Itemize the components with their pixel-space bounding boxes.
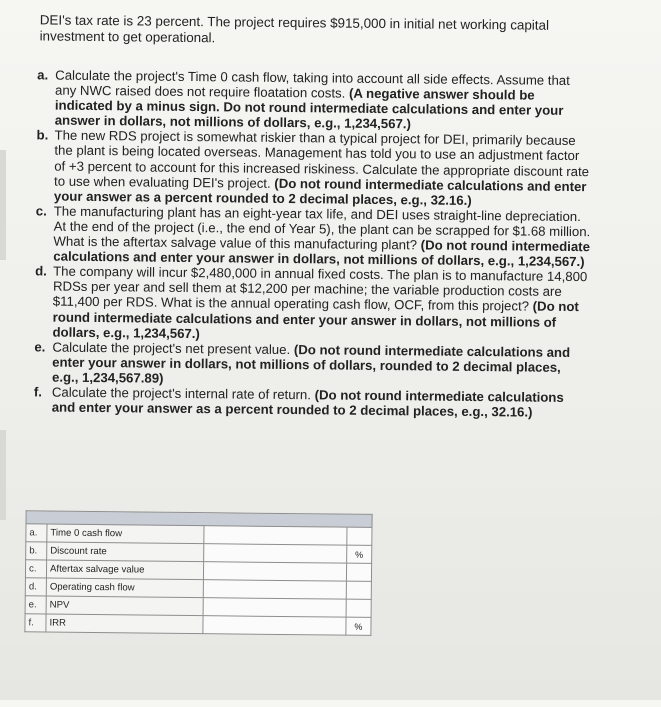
row-label: NPV xyxy=(46,596,203,616)
row-letter: c. xyxy=(25,560,46,578)
question-label: c. xyxy=(35,203,47,219)
question-instructions: (Do not round intermediate calculations and enter your answer in dollars, not millions of dollars, rounded to 2 decimal places, e.g., 1,234,567.89) xyxy=(51,341,571,386)
intro-line-2: investment to get operational. xyxy=(39,27,216,45)
discount-rate-input[interactable] xyxy=(204,544,347,563)
question-text: The company will incur $2,480,000 in annual fixed costs. The plan is to manufacture 14,800 RDSs per year and sell them at $12,200 per machine; the variable production costs are $11,400 per RDS. What is the annual operating cash flow, OCF, from this project? xyxy=(52,263,588,314)
row-letter: e. xyxy=(25,596,46,614)
question-instructions: (Do not round intermediate calculations and enter your answer as a percent rounded to 2 decimal places, e.g., 32.16.) xyxy=(53,175,587,208)
question-label: e. xyxy=(34,339,46,355)
row-unit xyxy=(347,527,372,545)
row-letter: f. xyxy=(25,614,46,632)
question-instructions: (A negative answer should be indicated by a minus sign. Do not round intermediate calculations and enter your answer in dollars, not millions of dollars, e.g., 1,234,567.) xyxy=(54,85,564,132)
answer-row-f xyxy=(25,614,371,636)
row-unit: % xyxy=(347,545,372,563)
question-text: Calculate the project's Time 0 cash flow, taking into account all side effects. Assume that any NWC raised does not require floatation costs. xyxy=(54,67,570,101)
row-unit xyxy=(346,599,371,617)
row-unit xyxy=(346,581,371,599)
question-a xyxy=(37,67,593,133)
problem-intro xyxy=(40,12,600,49)
row-letter: d. xyxy=(25,578,46,596)
question-d xyxy=(34,264,590,345)
row-label: Time 0 cash flow xyxy=(47,524,204,544)
question-b xyxy=(36,128,592,209)
time0-cashflow-input[interactable] xyxy=(204,526,347,545)
salvage-value-input[interactable] xyxy=(203,562,346,581)
row-label: Discount rate xyxy=(47,542,204,562)
row-letter: a. xyxy=(26,524,47,542)
question-text: Calculate the project's net present value. xyxy=(52,339,291,357)
answer-table xyxy=(24,510,372,636)
question-text: The new RDS project is somewhat riskier than a typical project for DEI, primarily because the plant is being located overseas. Management has told you to use an adjustment factor of +3 percent to account for this increased riskiness. Calculate the appropriate discount rate to use when evaluating DEI's project. xyxy=(54,127,590,191)
question-instructions: (Do not round intermediate calculations and enter your answer as a percent rounded to 2 decimal places, e.g., 32.16.) xyxy=(51,387,564,420)
row-unit xyxy=(346,563,371,581)
row-label: Aftertax salvage value xyxy=(46,560,203,580)
row-label: Operating cash flow xyxy=(46,578,203,598)
question-c xyxy=(35,203,591,269)
question-e xyxy=(34,339,589,390)
row-unit: % xyxy=(346,617,371,635)
intro-line-1: DEI's tax rate is 23 percent. The project requires $915,000 in initial net working capital xyxy=(39,12,550,33)
question-label: a. xyxy=(37,67,49,83)
irr-input[interactable] xyxy=(203,616,346,635)
question-text: The manufacturing plant has an eight-year tax life, and DEI uses straight-line depreciation. At the end of the project (i.e., the end of Year 5), the plant can be scrapped for $1.68 million. What is the aftertax salvage value of this manufacturing plant? xyxy=(53,203,591,253)
question-f xyxy=(34,384,589,420)
question-instructions: (Do not round intermediate calculations and enter your answer in dollars, not millions of dollars, e.g., 1,234,567.) xyxy=(52,299,579,341)
question-label: f. xyxy=(33,384,43,400)
question-instructions: (Do not round intermediate calculations and enter your answer in dollars, not millions of dollars, e.g., 1,234,567.) xyxy=(53,237,591,270)
question-list xyxy=(34,67,593,420)
question-label: d. xyxy=(35,263,47,279)
row-letter: b. xyxy=(26,542,47,560)
question-text: Calculate the project's internal rate of return. xyxy=(51,384,312,403)
row-label: IRR xyxy=(46,614,203,634)
npv-input[interactable] xyxy=(203,598,346,617)
operating-cashflow-input[interactable] xyxy=(203,580,346,599)
question-label: b. xyxy=(36,127,49,143)
